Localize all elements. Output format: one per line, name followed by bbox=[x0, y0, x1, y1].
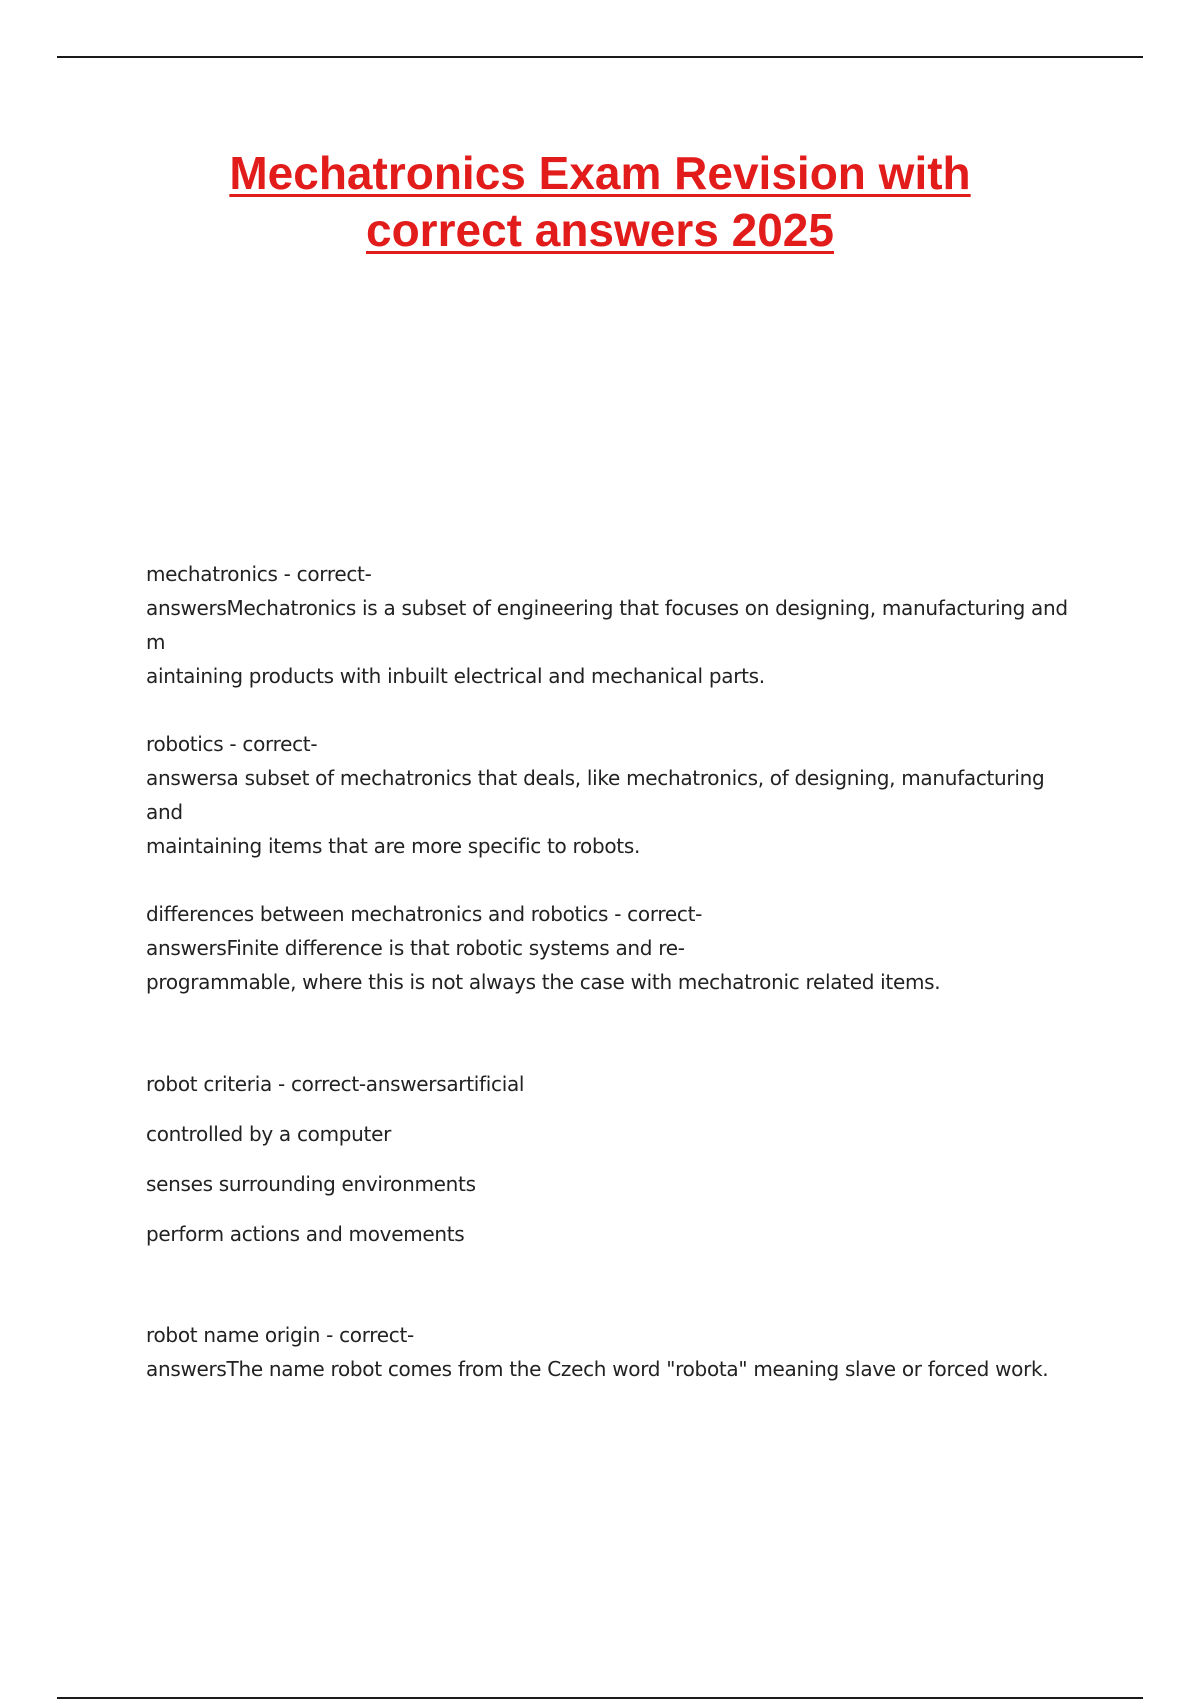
entry-line: perform actions and movements bbox=[146, 1222, 465, 1246]
entry-line: robotics - correct- bbox=[146, 732, 318, 756]
entry-line: answersa subset of mechatronics that deals, like mechatronics, of designing, manufacturing and bbox=[146, 766, 1045, 824]
qa-entry-mechatronics bbox=[146, 557, 1086, 693]
entry-line: answersThe name robot comes from the Czech word "robota" meaning slave or forced work. bbox=[146, 1357, 1049, 1381]
entry-line: programmable, where this is not always the case with mechatronic related items. bbox=[146, 970, 941, 994]
entry-line: robot criteria - correct-answersartificial bbox=[146, 1072, 525, 1096]
qa-entry-robot-name-origin bbox=[146, 1318, 1086, 1386]
entry-line: robot name origin - correct- bbox=[146, 1323, 414, 1347]
entry-line: answersMechatronics is a subset of engineering that focuses on designing, manufacturing and m bbox=[146, 596, 1068, 654]
entry-line: controlled by a computer bbox=[146, 1122, 391, 1146]
entry-line: differences between mechatronics and robotics - correct- bbox=[146, 902, 703, 926]
title-line-2: correct answers 2025 bbox=[366, 204, 834, 256]
qa-entry-robot-criteria bbox=[146, 1067, 1086, 1267]
qa-entry-robotics bbox=[146, 727, 1086, 863]
entry-line: senses surrounding environments bbox=[146, 1172, 476, 1196]
top-divider bbox=[57, 56, 1143, 58]
qa-entry-differences bbox=[146, 897, 1086, 999]
entry-line: maintaining items that are more specific to robots. bbox=[146, 834, 641, 858]
page-title bbox=[150, 145, 1050, 259]
bottom-divider bbox=[57, 1697, 1143, 1699]
entry-line: answersFinite difference is that robotic systems and re- bbox=[146, 936, 685, 960]
title-line-1: Mechatronics Exam Revision with bbox=[229, 147, 971, 199]
entry-line: mechatronics - correct- bbox=[146, 562, 372, 586]
entry-line: aintaining products with inbuilt electrical and mechanical parts. bbox=[146, 664, 765, 688]
